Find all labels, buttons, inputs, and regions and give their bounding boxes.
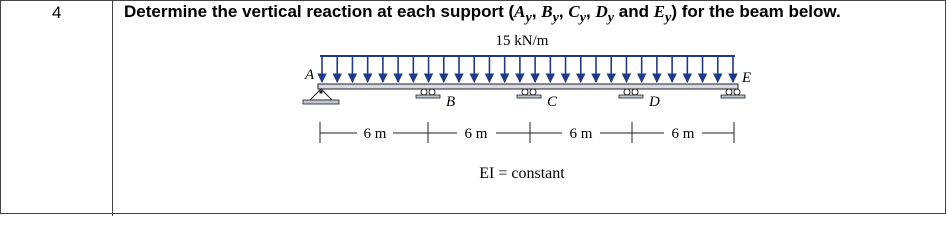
span-label-DE: 6 m: [671, 126, 695, 142]
label-A: A: [305, 67, 315, 83]
pin-support-A: [303, 89, 339, 104]
statement-prefix: Determine the vertical reaction at each support (: [124, 2, 515, 21]
load-label: 15 kN/m: [495, 33, 549, 49]
span-label-CD: 6 m: [569, 126, 593, 142]
beam: [318, 84, 738, 89]
var-A: $A_y$: [514, 2, 532, 26]
ei-note: EI = constant: [479, 165, 565, 182]
roller-support-C: [517, 89, 541, 98]
label-C: C: [547, 94, 558, 110]
var-D: $D_y$: [595, 2, 615, 26]
label-D: D: [649, 94, 660, 110]
roller-support-B: [416, 89, 440, 98]
problem-number: 4: [52, 3, 62, 22]
span-label-AB: 6 m: [363, 126, 387, 142]
label-B: B: [446, 94, 456, 110]
roller-support-E: [721, 89, 745, 98]
problem-statement: Determine the vertical reaction at each support ($A_y$, $B_y$, $C_y$, $D_y$ and $E_y$) for the beam below.: [124, 2, 841, 26]
var-E: $E_y$: [653, 2, 672, 26]
var-C: $C_y$: [568, 2, 586, 26]
distributed-load: [320, 56, 735, 82]
label-E: E: [742, 70, 752, 86]
roller-support-D: [619, 89, 643, 98]
statement-suffix: ) for the beam below.: [671, 2, 841, 21]
var-B: $B_y$: [541, 2, 559, 26]
load-arrows: [322, 57, 733, 82]
span-label-BC: 6 m: [464, 126, 488, 142]
